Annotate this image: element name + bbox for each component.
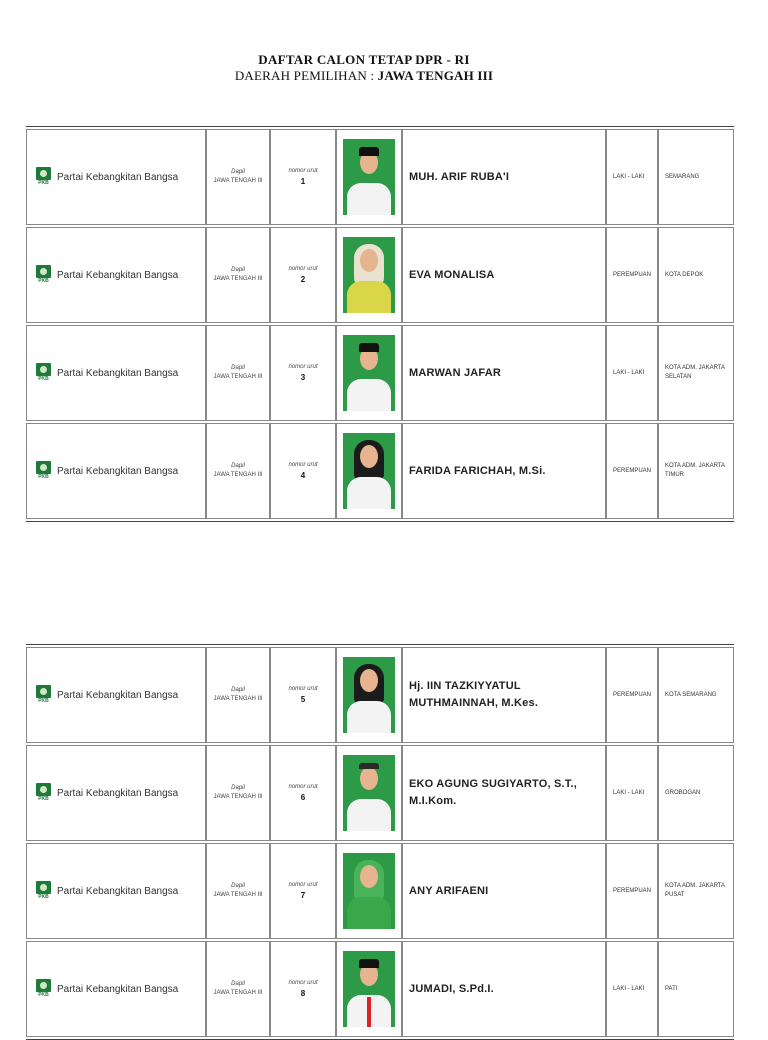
domicile-cell (658, 227, 734, 323)
candidate-gender: PEREMPUAN (613, 467, 652, 474)
candidate-domicile: SEMARANG (665, 173, 700, 180)
party-cell (26, 325, 206, 421)
candidate-domicile: GROBOGAN (665, 789, 701, 796)
dapil-cell (206, 745, 270, 841)
gender-cell (606, 843, 658, 939)
candidate-domicile: PATI (665, 985, 678, 992)
dapil-label: Dapil (231, 785, 245, 791)
nomor-label: nomor urut (288, 882, 318, 888)
pkb-logo-icon (36, 783, 51, 803)
document-subtitle (0, 68, 728, 84)
dapil-cell (206, 227, 270, 323)
dapil-label: Dapil (231, 883, 245, 889)
dapil-cell (206, 423, 270, 519)
party-name: Partai Kebangkitan Bangsa (57, 269, 179, 281)
party-name: Partai Kebangkitan Bangsa (57, 689, 179, 701)
nomor-value: 7 (300, 891, 306, 900)
name-cell (402, 423, 606, 519)
party-name: Partai Kebangkitan Bangsa (57, 465, 179, 477)
nomor-label: nomor urut (288, 784, 318, 790)
logo-text: PKB (38, 474, 49, 480)
name-cell (402, 227, 606, 323)
dapil-value: JAWA TENGAH III (213, 178, 263, 184)
party-cell (26, 129, 206, 225)
candidate-photo (343, 433, 395, 509)
photo-cell (336, 325, 402, 421)
nomor-value: 2 (300, 275, 306, 284)
dapil-cell (206, 129, 270, 225)
logo-text: PKB (38, 796, 49, 802)
nomor-value: 6 (300, 793, 306, 802)
dapil-value: JAWA TENGAH III (213, 794, 263, 800)
pkb-logo-icon (36, 265, 51, 285)
candidate-photo (343, 755, 395, 831)
domicile-cell (658, 423, 734, 519)
nomor-label: nomor urut (288, 266, 318, 272)
candidate-name: Hj. IIN TAZKIYYATUL MUTHMAINNAH, M.Kes. (409, 680, 539, 709)
candidate-table-1 (26, 126, 734, 522)
dapil-label: Dapil (231, 687, 245, 693)
nomor-value: 8 (300, 989, 306, 998)
nomor-cell (270, 423, 336, 519)
logo-text: PKB (38, 376, 49, 382)
candidate-name: FARIDA FARICHAH, M.Si. (409, 464, 546, 477)
dapil-label: Dapil (231, 365, 245, 371)
logo-text: PKB (38, 278, 49, 284)
party-name: Partai Kebangkitan Bangsa (57, 787, 179, 799)
photo-cell (336, 227, 402, 323)
candidate-gender: LAKI - LAKI (613, 789, 645, 796)
document-header (0, 52, 728, 84)
dapil-label: Dapil (231, 981, 245, 987)
pkb-logo-icon (36, 685, 51, 705)
candidate-name: MARWAN JAFAR (409, 366, 502, 379)
candidate-photo (343, 335, 395, 411)
nomor-label: nomor urut (288, 686, 318, 692)
candidate-gender: LAKI - LAKI (613, 173, 645, 180)
candidate-domicile: KOTA SEMARANG (665, 691, 717, 698)
name-cell (402, 843, 606, 939)
party-name: Partai Kebangkitan Bangsa (57, 983, 179, 995)
candidate-name: JUMADI, S.Pd.I. (409, 982, 494, 995)
party-cell (26, 745, 206, 841)
subtitle-region: JAWA TENGAH III (377, 68, 494, 83)
candidate-row (26, 843, 734, 939)
nomor-value: 1 (300, 177, 306, 186)
nomor-cell (270, 129, 336, 225)
pkb-logo-icon (36, 167, 51, 187)
party-cell (26, 647, 206, 743)
party-cell (26, 941, 206, 1037)
pkb-logo-icon (36, 979, 51, 999)
gender-cell (606, 227, 658, 323)
dapil-cell (206, 941, 270, 1037)
subtitle-prefix: DAERAH PEMILIHAN : (234, 68, 378, 83)
photo-cell (336, 843, 402, 939)
logo-text: PKB (38, 180, 49, 186)
candidate-row (26, 745, 734, 841)
candidate-name: ANY ARIFAENI (409, 884, 489, 897)
domicile-cell (658, 647, 734, 743)
domicile-cell (658, 129, 734, 225)
nomor-value: 5 (300, 695, 306, 704)
candidate-table-2 (26, 644, 734, 1040)
candidate-gender: LAKI - LAKI (613, 369, 645, 376)
name-cell (402, 325, 606, 421)
dapil-label: Dapil (231, 267, 245, 273)
nomor-label: nomor urut (288, 462, 318, 468)
candidate-photo (343, 853, 395, 929)
candidate-row (26, 941, 734, 1037)
document-title: DAFTAR CALON TETAP DPR - RI (258, 52, 470, 67)
dapil-label: Dapil (231, 463, 245, 469)
dapil-value: JAWA TENGAH III (213, 276, 263, 282)
dapil-value: JAWA TENGAH III (213, 990, 263, 996)
nomor-cell (270, 745, 336, 841)
photo-cell (336, 647, 402, 743)
nomor-label: nomor urut (288, 364, 318, 370)
name-cell (402, 129, 606, 225)
candidate-domicile: KOTA DEPOK (665, 271, 704, 278)
photo-cell (336, 941, 402, 1037)
gender-cell (606, 745, 658, 841)
photo-cell (336, 745, 402, 841)
candidate-row (26, 647, 734, 743)
photo-cell (336, 129, 402, 225)
domicile-cell (658, 745, 734, 841)
party-name: Partai Kebangkitan Bangsa (57, 885, 179, 897)
gender-cell (606, 325, 658, 421)
candidate-name: MUH. ARIF RUBA'I (409, 170, 510, 183)
gender-cell (606, 423, 658, 519)
dapil-cell (206, 647, 270, 743)
candidate-gender: PEREMPUAN (613, 691, 652, 698)
candidate-row (26, 325, 734, 421)
candidate-gender: PEREMPUAN (613, 887, 652, 894)
domicile-cell (658, 843, 734, 939)
domicile-cell (658, 941, 734, 1037)
nomor-cell (270, 325, 336, 421)
nomor-cell (270, 941, 336, 1037)
name-cell (402, 647, 606, 743)
candidate-domicile: KOTA ADM. JAKARTA PUSAT (665, 883, 725, 898)
candidate-gender: LAKI - LAKI (613, 985, 645, 992)
gender-cell (606, 129, 658, 225)
nomor-value: 3 (300, 373, 306, 382)
gender-cell (606, 647, 658, 743)
domicile-cell (658, 325, 734, 421)
dapil-value: JAWA TENGAH III (213, 472, 263, 478)
candidate-row (26, 129, 734, 225)
nomor-label: nomor urut (288, 980, 318, 986)
nomor-value: 4 (300, 471, 306, 480)
logo-text: PKB (38, 698, 49, 704)
gender-cell (606, 941, 658, 1037)
candidate-photo (343, 951, 395, 1027)
party-name: Partai Kebangkitan Bangsa (57, 367, 179, 379)
candidate-row (26, 423, 734, 519)
party-cell (26, 423, 206, 519)
candidate-domicile: KOTA ADM. JAKARTA TIMUR (665, 463, 725, 478)
nomor-cell (270, 647, 336, 743)
party-cell (26, 227, 206, 323)
logo-text: PKB (38, 992, 49, 998)
candidate-name: EKO AGUNG SUGIYARTO, S.T., M.I.Kom. (409, 778, 577, 807)
nomor-label: nomor urut (288, 168, 318, 174)
photo-cell (336, 423, 402, 519)
candidate-photo (343, 657, 395, 733)
candidate-photo (343, 139, 395, 215)
candidate-row (26, 227, 734, 323)
pkb-logo-icon (36, 881, 51, 901)
pkb-logo-icon (36, 461, 51, 481)
dapil-cell (206, 325, 270, 421)
candidate-name: EVA MONALISA (409, 268, 495, 281)
dapil-cell (206, 843, 270, 939)
nomor-cell (270, 843, 336, 939)
dapil-label: Dapil (231, 169, 245, 175)
candidate-photo (343, 237, 395, 313)
party-cell (26, 843, 206, 939)
candidate-gender: PEREMPUAN (613, 271, 652, 278)
nomor-cell (270, 227, 336, 323)
dapil-value: JAWA TENGAH III (213, 374, 263, 380)
dapil-value: JAWA TENGAH III (213, 696, 263, 702)
candidate-domicile: KOTA ADM. JAKARTA SELATAN (665, 365, 725, 380)
logo-text: PKB (38, 894, 49, 900)
pkb-logo-icon (36, 363, 51, 383)
party-name: Partai Kebangkitan Bangsa (57, 171, 179, 183)
name-cell (402, 941, 606, 1037)
dapil-value: JAWA TENGAH III (213, 892, 263, 898)
name-cell (402, 745, 606, 841)
